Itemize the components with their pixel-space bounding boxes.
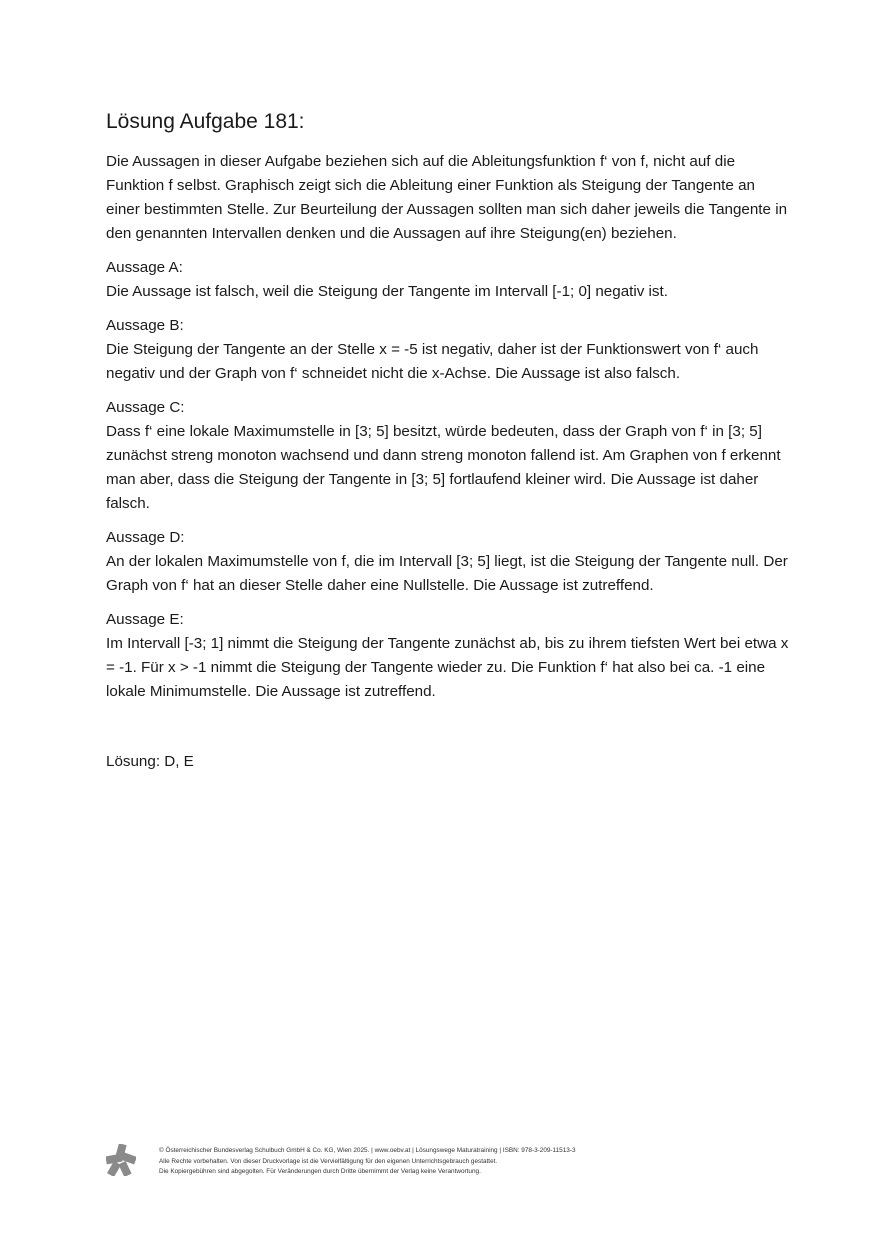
footer-disclaimer-line: Die Kopiergebühren sind abgegolten. Für Veränderungen durch Dritte übernimmt der Verlag keine Verantwortung. bbox=[159, 1168, 481, 1175]
solution-line: Lösung: D, E bbox=[106, 753, 194, 770]
footer-text bbox=[159, 1146, 576, 1178]
footer-copyright-line: © Österreichischer Bundesverlag Schulbuch GmbH & Co. KG, Wien 2025. | www.oebv.at | Lösungswege Maturatraining | ISBN: 978-3-209-11513-3 bbox=[159, 1147, 576, 1154]
statement-b-text: Die Steigung der Tangente an der Stelle x = -5 ist negativ, daher ist der Funktionswert von f‘ auch negativ und der Graph von f‘ schneidet nicht die x-Achse. Die Aussage ist also falsch. bbox=[106, 341, 759, 382]
statement-c-text: Dass f‘ eine lokale Maximumstelle in [3; 5] besitzt, würde bedeuten, dass der Graph von f‘ in [3; 5] zunächst streng monoton wachsend und dann streng monoton fallend ist. Am Graphen von f erkennt man aber, dass die Steigung der Tangente in [3; 5] fortlaufend kleiner wird. Die Aussage ist daher falsch. bbox=[106, 423, 781, 512]
footer-rights-line: Alle Rechte vorbehalten. Von dieser Druckvorlage ist die Vervielfältigung für den eigenen Unterrichtsgebrauch gestattet. bbox=[159, 1157, 498, 1165]
statement-b bbox=[106, 314, 790, 386]
document-body bbox=[106, 108, 790, 789]
statement-d bbox=[106, 526, 790, 598]
statement-b-heading: Aussage B: bbox=[106, 317, 184, 334]
statement-e-heading: Aussage E: bbox=[106, 611, 184, 628]
statement-c-heading: Aussage C: bbox=[106, 399, 185, 416]
statement-a bbox=[106, 256, 790, 304]
intro-paragraph: Die Aussagen in dieser Aufgabe beziehen sich auf die Ableitungsfunktion f‘ von f, nicht auf die Funktion f selbst. Graphisch zeigt sich die Ableitung einer Funktion als Steigung der Tangente an einer bestimmten Stelle. Zur Beurteilung der Aussagen sollten man sich daher jeweils die Tangente in den genannten Intervallen denken und die Aussagen auf ihre Steigung(en) beziehen. bbox=[106, 153, 788, 242]
page-title: Lösung Aufgabe 181: bbox=[106, 110, 305, 133]
statement-d-text: An der lokalen Maximumstelle von f, die im Intervall [3; 5] liegt, ist die Steigung der Tangente null. Der Graph von f‘ hat an dieser Stelle daher eine Nullstelle. Die Aussage ist zutreffend. bbox=[106, 553, 788, 594]
statement-e-text: Im Intervall [-3; 1] nimmt die Steigung der Tangente zunächst ab, bis zu ihrem tiefsten Wert bei etwa x = -1. Für x > -1 nimmt die Steigung der Tangente wieder zu. Die Funktion f‘ hat also bei ca. -1 eine lokale Minimumstelle. Die Aussage ist zutreffend. bbox=[106, 635, 789, 700]
publisher-logo-icon bbox=[106, 1144, 136, 1176]
statement-c bbox=[106, 396, 790, 516]
statement-a-heading: Aussage A: bbox=[106, 259, 183, 276]
statement-e bbox=[106, 608, 790, 704]
statement-a-text: Die Aussage ist falsch, weil die Steigung der Tangente im Intervall [-1; 0] negativ ist. bbox=[106, 283, 668, 300]
statement-d-heading: Aussage D: bbox=[106, 529, 185, 546]
footer bbox=[106, 1144, 806, 1184]
